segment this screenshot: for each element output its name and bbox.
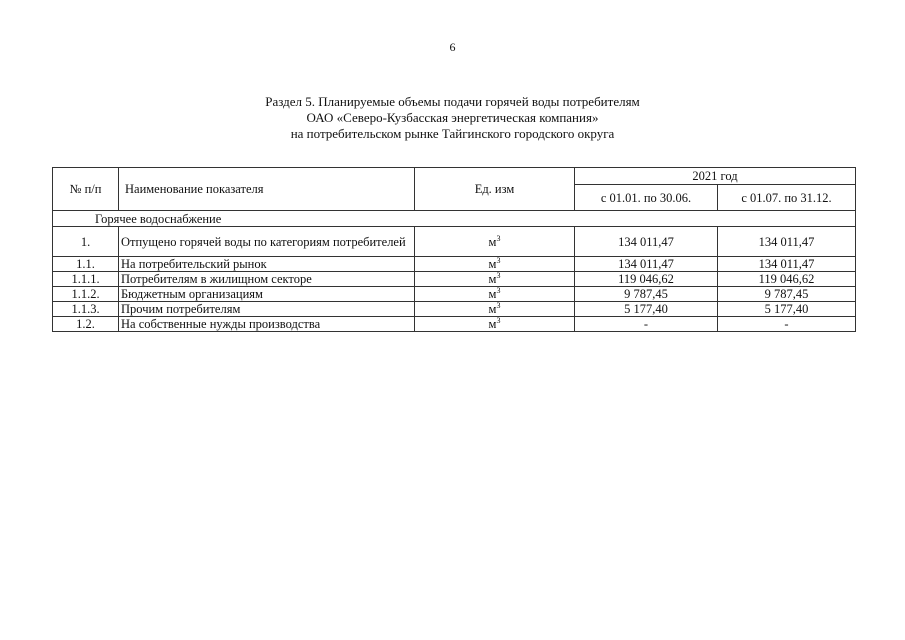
- row-unit: [415, 317, 575, 332]
- row-name: Отпущено горячей воды по категориям потребителей: [119, 227, 415, 257]
- header-period-1: с 01.01. по 30.06.: [575, 185, 718, 211]
- row-unit: [415, 287, 575, 302]
- row-period-1-value: -: [575, 317, 718, 332]
- row-period-1-value: 134 011,47: [575, 227, 718, 257]
- header-num: № п/п: [53, 168, 119, 211]
- header-name: Наименование показателя: [119, 168, 415, 211]
- unit-exponent: 3: [496, 233, 501, 243]
- unit-base: м: [488, 287, 497, 301]
- unit-exponent: 3: [496, 301, 501, 310]
- row-unit: [415, 227, 575, 257]
- table-row: [53, 317, 856, 332]
- row-name: Потребителям в жилищном секторе: [119, 272, 415, 287]
- row-period-1-value: 5 177,40: [575, 302, 718, 317]
- row-period-2-value: 5 177,40: [718, 302, 856, 317]
- unit-base: м: [488, 234, 497, 249]
- document-title: [0, 94, 905, 142]
- header-unit: Ед. изм: [415, 168, 575, 211]
- table-row: [53, 227, 856, 257]
- page-number: 6: [449, 40, 456, 54]
- row-number: 1.: [53, 227, 119, 257]
- unit-exponent: 3: [496, 271, 501, 280]
- title-line-3: на потребительском рынке Тайгинского городского округа: [290, 126, 615, 141]
- row-period-1-value: 119 046,62: [575, 272, 718, 287]
- row-period-2-value: 134 011,47: [718, 257, 856, 272]
- header-year: 2021 год: [575, 168, 856, 185]
- row-period-2-value: 134 011,47: [718, 227, 856, 257]
- unit-base: м: [488, 272, 497, 286]
- unit-base: м: [488, 317, 497, 331]
- row-name: Прочим потребителям: [119, 302, 415, 317]
- unit-base: м: [488, 257, 497, 271]
- table-row: [53, 272, 856, 287]
- unit-exponent: 3: [496, 256, 501, 265]
- row-name: На потребительский рынок: [119, 257, 415, 272]
- row-number: 1.1.2.: [53, 287, 119, 302]
- row-name: Бюджетным организациям: [119, 287, 415, 302]
- unit-base: м: [488, 302, 497, 316]
- unit-exponent: 3: [496, 316, 501, 325]
- unit-exponent: 3: [496, 286, 501, 295]
- title-line-2: ОАО «Северо-Кузбасская энергетическая компания»: [306, 110, 599, 125]
- table-row: [53, 257, 856, 272]
- row-number: 1.1.: [53, 257, 119, 272]
- title-line-1: Раздел 5. Планируемые объемы подачи горячей воды потребителям: [265, 94, 640, 109]
- row-period-2-value: 9 787,45: [718, 287, 856, 302]
- row-unit: [415, 257, 575, 272]
- section-label: Горячее водоснабжение: [53, 211, 856, 227]
- row-period-1-value: 134 011,47: [575, 257, 718, 272]
- row-number: 1.2.: [53, 317, 119, 332]
- row-name: На собственные нужды производства: [119, 317, 415, 332]
- row-unit: [415, 302, 575, 317]
- row-period-2-value: 119 046,62: [718, 272, 856, 287]
- table-row: [53, 287, 856, 302]
- row-period-1-value: 9 787,45: [575, 287, 718, 302]
- row-period-2-value: -: [718, 317, 856, 332]
- header-period-2: с 01.07. по 31.12.: [718, 185, 856, 211]
- row-number: 1.1.3.: [53, 302, 119, 317]
- row-unit: [415, 272, 575, 287]
- row-number: 1.1.1.: [53, 272, 119, 287]
- table-row: [53, 302, 856, 317]
- hot-water-volume-table: [52, 167, 856, 332]
